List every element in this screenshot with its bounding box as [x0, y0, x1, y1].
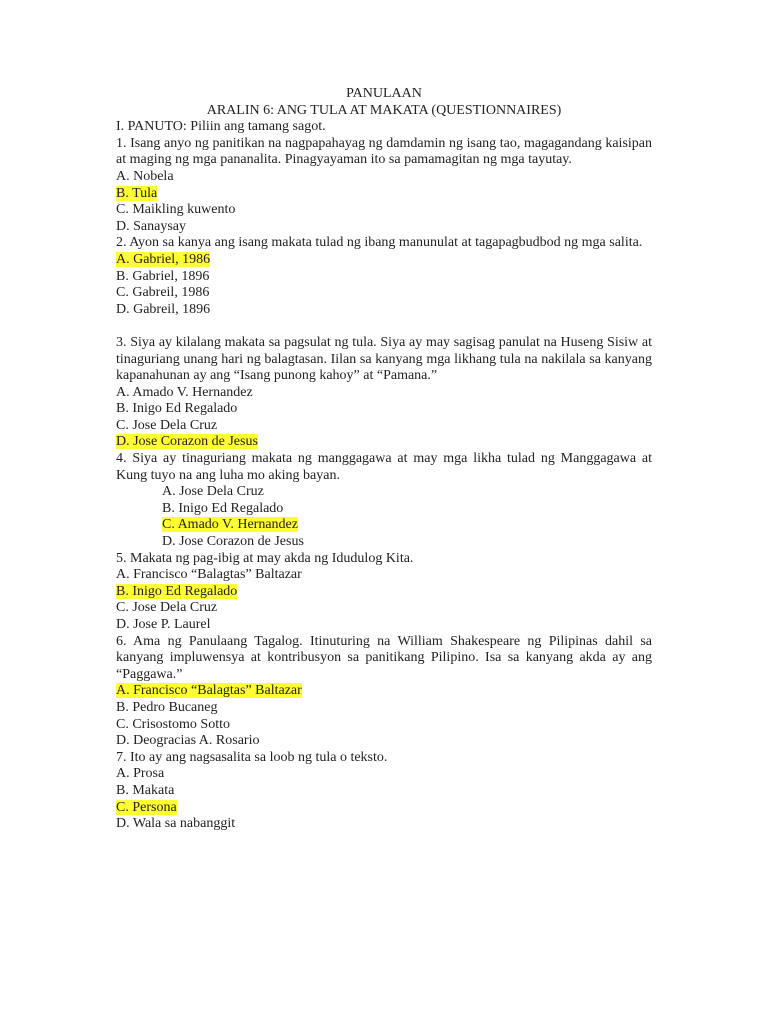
option-b: B. Gabriel, 1896	[116, 268, 210, 284]
question-4	[116, 451, 652, 551]
option-b: B. Pedro Bucaneg	[116, 699, 218, 715]
question-5	[116, 551, 652, 634]
option-d: D. Deogracias A. Rosario	[116, 733, 260, 749]
option-c: C. Jose Dela Cruz	[116, 417, 218, 433]
instruction: I. PANUTO: Piliin ang tamang sagot.	[116, 119, 326, 135]
option-d: D. Jose Corazon de Jesus	[162, 534, 304, 550]
question-text: 5. Makata ng pag-ibig at may akda ng Idudulog Kita.	[116, 550, 414, 566]
option-b-answer: B. Inigo Ed Regalado	[116, 583, 238, 599]
blank-line	[116, 318, 652, 335]
option-c: C. Jose Dela Cruz	[116, 600, 218, 616]
document-title: PANULAAN	[346, 86, 422, 101]
option-a: A. Nobela	[116, 168, 174, 184]
option-c-answer: C. Persona	[116, 799, 177, 815]
option-a: A. Prosa	[116, 766, 165, 782]
question-text: 3. Siya ay kilalang makata sa pagsulat ng tula. Siya ay may sagisag panulat na Huseng Sisiw at tinaguriang unang hari ng balagtasan. Iilan sa kanyang mga likhang tula na nakilala sa kanyang kapanahunan ay ang “Isang punong kahoy” at “Pamana.”	[116, 334, 652, 384]
question-text: 7. Ito ay ang nagsasalita sa loob ng tula o teksto.	[116, 749, 388, 765]
option-d: D. Gabreil, 1896	[116, 301, 211, 317]
option-a: A. Jose Dela Cruz	[162, 484, 264, 500]
question-text: 2. Ayon sa kanya ang isang makata tulad ng ibang manunulat at tagapagbudbod ng mga salita.	[116, 235, 643, 251]
question-6	[116, 634, 652, 750]
option-c: C. Crisostomo Sotto	[116, 716, 230, 732]
option-d-answer: D. Jose Corazon de Jesus	[116, 434, 258, 450]
option-a: A. Francisco “Balagtas” Baltazar	[116, 567, 302, 583]
option-c-answer: C. Amado V. Hernandez	[162, 517, 298, 533]
option-b: B. Inigo Ed Regalado	[162, 500, 284, 516]
document-subtitle: ARALIN 6: ANG TULA AT MAKATA (QUESTIONNAIRES)	[206, 102, 562, 118]
question-7	[116, 750, 652, 833]
option-a-answer: A. Gabriel, 1986	[116, 251, 211, 267]
option-d: D. Sanaysay	[116, 218, 186, 234]
option-b: B. Makata	[116, 782, 175, 798]
option-d: D. Wala sa nabanggit	[116, 816, 236, 832]
option-b: B. Inigo Ed Regalado	[116, 401, 238, 417]
option-b-answer: B. Tula	[116, 185, 158, 201]
option-a-answer: A. Francisco “Balagtas” Baltazar	[116, 683, 302, 699]
document-page	[116, 86, 652, 833]
option-c: C. Maikling kuwento	[116, 202, 236, 218]
question-text: 1. Isang anyo ng panitikan na nagpapahayag ng damdamin ng isang tao, magagandang kaisipan at maging ng mga pananalita. Pinagyayaman ito sa pamamagitan ng mga tayutay.	[116, 135, 652, 168]
option-c: C. Gabreil, 1986	[116, 285, 210, 301]
question-3	[116, 335, 652, 451]
option-a: A. Amado V. Hernandez	[116, 384, 253, 400]
question-1	[116, 136, 652, 236]
question-text: 4. Siya ay tinaguriang makata ng manggagawa at may mga likha tulad ng Manggagawa at Kung tuyo na ang luha mo aking bayan.	[116, 451, 652, 483]
option-d: D. Jose P. Laurel	[116, 617, 211, 632]
question-2	[116, 235, 652, 318]
question-text: 6. Ama ng Panulaang Tagalog. Itinuturing na William Shakespeare ng Pilipinas dahil sa kanyang impluwensya at kontribusyon sa panitikang Pilipino. Isa sa kanyang akda ay ang “Paggawa.”	[116, 633, 652, 682]
